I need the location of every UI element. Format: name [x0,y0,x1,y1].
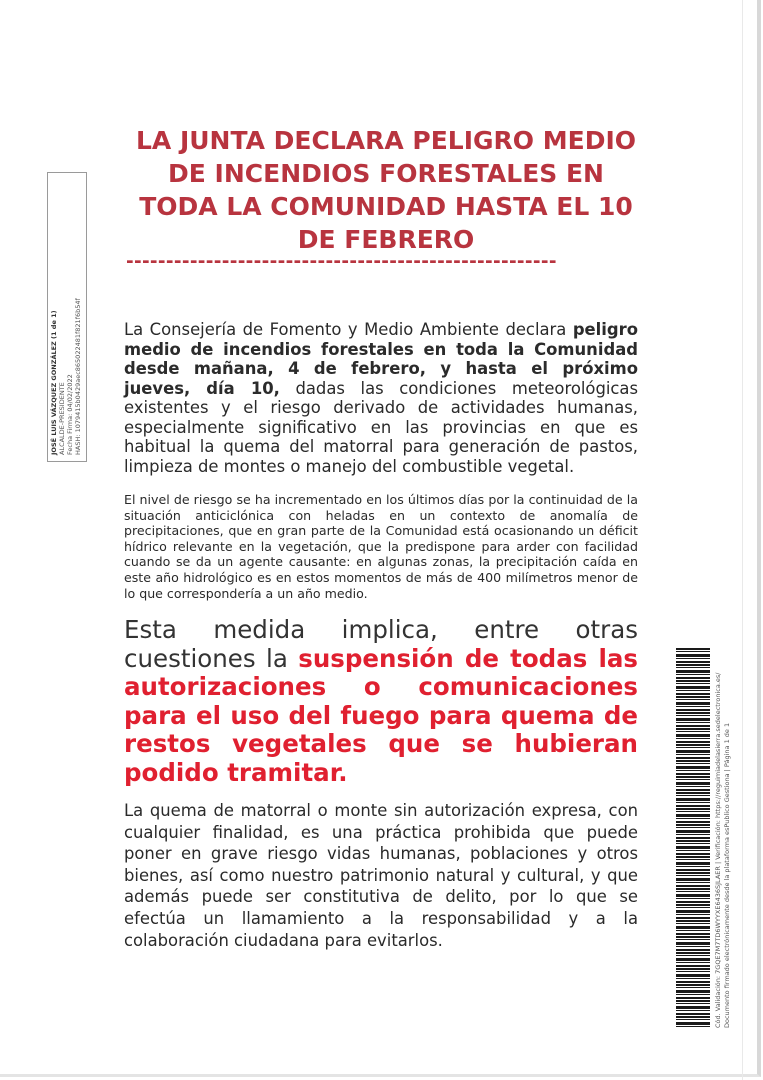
fold-mark [742,0,743,1080]
measure-intro: Esta medida implica, entre otras cuestiones la [124,615,638,673]
paragraph-prohibition: La quema de matorral o monte sin autorización expresa, con cualquier finalidad, es una práctica prohibida que puede poner en grave riesgo vidas humanas, poblaciones y otros bienes, así como nuestro patrimonio natural y cultural, y que además puede ser constitutiva de delito, por lo que se efectúa un llamamiento a la responsabilidad y a la colaboración ciudadana para evitarlos. [124,801,638,950]
verification-barcode [676,648,710,1028]
document-title: LA JUNTA DECLARA PELIGRO MEDIO DE INCENDIOS FORESTALES EN TODA LA COMUNIDAD HASTA EL 10 DE FEBRERO [135,126,637,254]
stamp-hash: HASH: 1079415b0429aec865022481f821f6b54f [74,298,82,455]
paragraph-measure [124,616,638,787]
stamp-date: Fecha Firma: 04/02/2022 [66,374,74,455]
declaration-intro: La Consejería de Fomento y Medio Ambiente declara [124,320,573,339]
stamp-role: ALCALDE-PRESIDENTE [58,382,66,455]
title-separator: ------------------------------------------------------ [126,251,557,272]
signature-stamp [47,172,87,462]
stamp-signer: JOSÉ LUIS VÁZQUEZ GONZÁLEZ (1 de 1) [50,310,58,455]
declaration-rest: dadas las condiciones meteorológicas existentes y el riesgo derivado de actividades humanas, especialmente significativo en las provincias en que es habitual la quema del matorral para generación de pastos, limpieza de montes o manejo del combustible vegetal. [124,378,638,476]
declaration-highlight: peligro medio de incendios forestales en toda la Comunidad desde mañana, 4 de febrero, y hasta el próximo jueves, día 10, [124,320,638,398]
paragraph-declaration [124,320,638,476]
verification-line-1: Cód. Validación: 7GQE7M7TD6WYYXE6436SJLAER | Verificación: https://reguimiadelasierra.sedelectronica.es/ [714,672,722,1028]
paragraph-risk-level: El nivel de riesgo se ha incrementado en los últimos días por la continuidad de la situación anticiclónica con heladas en un contexto de anomalía de precipitaciones, que en gran parte de la Comunidad está ocasionando un déficit hídrico relevante en la vegetación, que la predispone para arder con facilidad cuando se da un agente causante: en algunas zonas, la precipitación caída en este año hidrológico es en estos momentos de más de 400 milímetros menor de lo que correspondería a un año medio. [124,492,638,601]
signature-stamp-text [50,175,82,455]
measure-highlight: suspensión de todas las autorizaciones o comunicaciones para el uso del fuego para quema de restos vegetales que se hubieran podido tramitar. [124,643,638,787]
verification-text [714,628,731,1028]
verification-line-2: Documento firmado electrónicamente desde la plataforma esPublico Gestiona | Página 1 de 1 [722,722,731,1028]
